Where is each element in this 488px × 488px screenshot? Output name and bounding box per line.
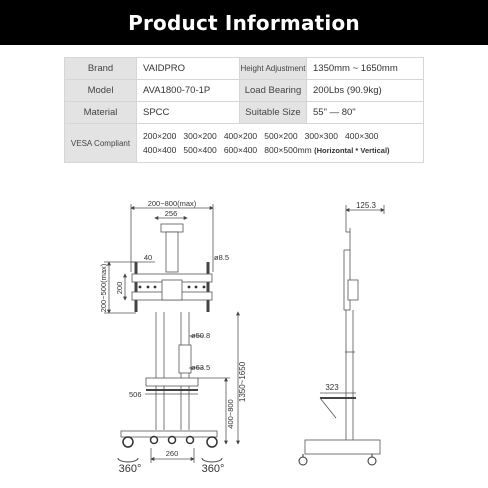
brand-label: Brand <box>65 58 137 80</box>
height-adjustment-value: 1350mm ~ 1650mm <box>307 58 424 80</box>
vesa-label: VESA Compliant <box>65 124 137 163</box>
base-width-label: 260 <box>165 449 179 458</box>
model-label: Model <box>65 80 137 102</box>
rotate-left-label: 360° <box>118 463 142 475</box>
total-height-label: 1350~1650 <box>238 361 247 403</box>
load-bearing-value: 200Lbs (90.9kg) <box>307 80 424 102</box>
material-label: Material <box>65 102 137 124</box>
suitable-size-label: Suitable Size <box>240 102 307 124</box>
vesa-row-2-sizes: 400×400 500×400 600×400 800×500mm <box>143 144 312 155</box>
model-value: AVA1800-70-1P <box>137 80 240 102</box>
load-bearing-label: Load Bearing <box>240 80 307 102</box>
shelf-width-label: 506 <box>129 390 142 399</box>
top-width-label: 256 <box>164 209 178 218</box>
brand-value: VAIDPRO <box>137 58 240 80</box>
pole-diameter-2-label: ø63.5 <box>191 363 211 372</box>
dim-40-label: 40 <box>143 253 153 262</box>
hole-diameter-label: ø8.5 <box>214 253 230 262</box>
vertical-range-label: 200~500(max) <box>99 263 108 313</box>
width-range-label: 200~800(max) <box>147 199 197 208</box>
shelf-height-label: 400~800 <box>226 399 235 429</box>
dim-200-label: 200 <box>115 281 124 295</box>
rotate-right-label: 360° <box>201 463 225 475</box>
top-depth-label: 125.3 <box>355 201 377 210</box>
vesa-row-1: 200×200 300×200 400×200 500×200 300×300 400×300 <box>143 130 379 141</box>
shelf-depth-label: 323 <box>325 383 339 392</box>
page-title: Product Information <box>128 10 360 35</box>
pole-diameter-1-label: ø50.8 <box>191 331 211 340</box>
vesa-note: (Horizontal * Vertical) <box>314 145 390 155</box>
suitable-size-value: 55" — 80" <box>307 102 424 124</box>
height-adjustment-label: Height Adjustment <box>240 58 307 80</box>
material-value: SPCC <box>137 102 240 124</box>
